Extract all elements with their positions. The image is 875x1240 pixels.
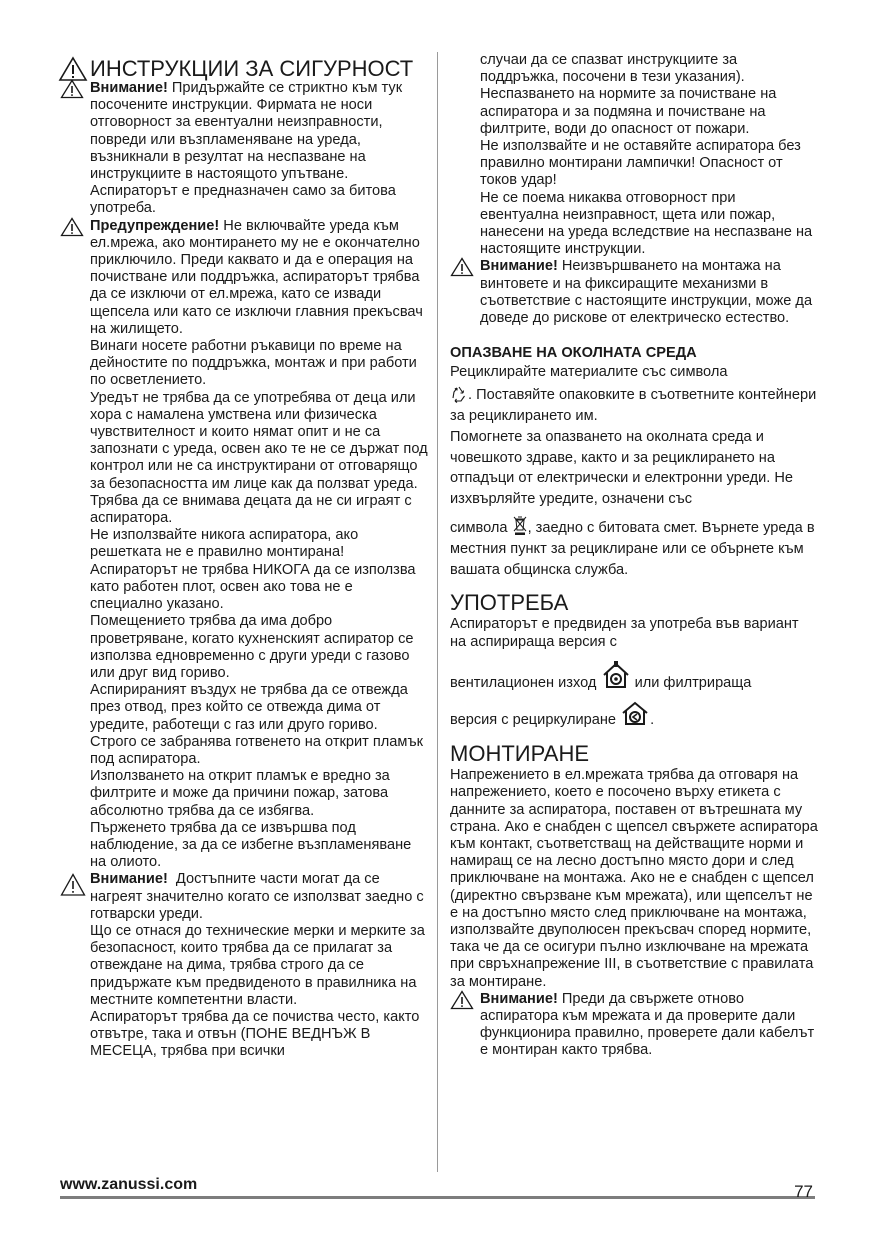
paragraph [450, 661, 818, 692]
paragraph-text: или филтрираща [634, 674, 752, 691]
paragraph [450, 385, 818, 427]
warning-icon [450, 257, 474, 277]
paragraph-text: символа [450, 520, 508, 537]
section-title: ИНСТРУКЦИИ ЗА СИГУРНОСТ [90, 56, 414, 81]
paragraph: случаи да се спазват инструкциите за поддръжка, посочени в тези указания). [480, 52, 745, 86]
paragraph: Не се поема никаква отговорност при евентуална неизправност, щета или пожар, нанесени на уреда вследствие на неспазване на настоящите инструкции. [480, 189, 813, 258]
warning-icon [60, 217, 84, 237]
footer-rule [60, 1196, 815, 1199]
warning-label: Внимание! [480, 258, 558, 275]
warning-text: Достъпните части могат да се нагреят значително когато се използват заедно с готварски уреди. [90, 871, 424, 922]
paragraph: Аспираторът е предвиден за употреба във вариант на аспирираща версия с [450, 616, 799, 650]
paragraph: Не използвайте никога аспиратора, ако решетката не е правилно монтирана! [90, 527, 359, 561]
mounting-section [450, 741, 818, 1059]
page-number: 77 [794, 1182, 813, 1201]
paragraph: Винаги носете работни ръкавици по време на дейностите по поддръжка, монтаж и при работи по осветлението. [90, 338, 417, 389]
right-column [450, 52, 818, 1060]
warning-icon [60, 873, 86, 897]
paragraph: Аспираторът трябва да се почиства често, както отвътре, така и отвън (ПОНЕ ВЕДНЪЖ В МЕСЕЦА, трябва при всички [90, 1008, 420, 1060]
paragraph: Рециклирайте материалите със символа [450, 364, 728, 381]
paragraph-text: . [650, 712, 655, 729]
paragraph: Неспазването на нормите за почистване на аспиратора и за подмяна и почистване на филтрите, води до опасност от пожари. [480, 86, 777, 137]
paragraph: Уредът не трябва да се употребява от деца или хора с намалена умствена или физическа чувствителност и които нямат опит и не са запознати с уреда, освен ако те не се държат под контрол или не са инструктирани от отговарящо за безопасността им лице как да ползват уреда. Трябва да се внимава децата да не си играят с аспиратора. [90, 389, 428, 527]
warning-label: Внимание! [90, 80, 168, 96]
left-column [60, 48, 428, 1061]
warning-block [60, 80, 428, 218]
warning-label: Предупреждение! [90, 217, 220, 234]
ventilation-outlet-icon [601, 661, 631, 689]
recirculation-icon [620, 700, 650, 726]
paragraph: Напрежението в ел.мрежата трябва да отговаря на напрежението, което е посочено върху етикета с данните за аспиратора, поставен от вътрешната му страна. Ако е снабден с щепсел свържете аспиратора към контакт, съответстващ на действащите норми и намиращ се на лесно достъпно място дори и след приключване на монтажа. Ако не е снабден с щепсел (директно свързване към мрежата), или щепселът не е на достъпно място след приключване на монтажа, използвайте двуполюсен прекъсвач според нормите, така че да се осигури пълно изключване на мрежата при свръхнапрежение III, в съответствие с правилата за монтиране. [450, 767, 818, 990]
paragraph-text: . Поставяйте опаковките в съответните контейнери за рециклирането им. [450, 387, 817, 425]
warning-block [450, 258, 818, 327]
warning-block [60, 218, 428, 338]
section-title: МОНТИРАНЕ [450, 741, 590, 767]
website-url: www.zanussi.com [60, 1176, 198, 1193]
warning-icon [60, 79, 84, 99]
crossed-bin-icon [512, 514, 528, 536]
paragraph-text: , заедно с битовата смет. Върнете уреда в местния пункт за рециклиране или се обърнете към вашата общинска служба. [450, 520, 815, 578]
paragraph: Използването на открит пламък е вредно за филтрите и може да причини пожар, затова абсолютно трябва да се избягва. [90, 768, 390, 819]
paragraph-text: вентилационен изход [450, 674, 597, 691]
paragraph: Аспираторът не трябва НИКОГА да се използва като работен плот, освен ако това не е специално указано. [90, 561, 416, 613]
paragraph: Пърженето трябва да се извършва под наблюдение, за да се избегне възпламеняване на олиото. [90, 819, 412, 871]
paragraph: Що се отнася до технические мерки и мерките за безопасност, които трябва да се прилагат за отвеждане на дима, трябва строго да се придържате към предвиденото в правилника на местните компетентни власти. [90, 922, 425, 1008]
paragraph: Аспирираният въздух не трябва да се отвежда през отвод, през който се отвежда дима от уредите, работещи с газ или друго гориво. [90, 682, 408, 733]
paragraph [450, 700, 818, 729]
paragraph: Не използвайте и не оставяйте аспиратора без правилно монтирани лампички! Опасност от токов удар! [480, 138, 801, 189]
usage-section [450, 590, 818, 729]
paragraph-text: версия с рециркулиране [450, 712, 617, 729]
paragraph [450, 514, 818, 580]
paragraph: Помещението трябва да има добро проветряване, когато кухненският аспиратор се използва едновременно с други уреди с газово или друг вид гориво. [90, 613, 414, 681]
column-divider [437, 52, 438, 1172]
warning-block [60, 871, 428, 923]
paragraph: Помогнете за опазването на околната среда и човешкото здраве, както и за рециклирането на отпадъци от електрически и електронни уреди. Не изхвърляйте уредите, означени със [450, 428, 794, 508]
warning-text: Не включвайте уреда към ел.мрежа, ако монтирането му не е окончателно приключило. Преди каквато и да е операция на почистване или поддръжка, аспираторът трябва да се изключи от ел.мрежа, като се извади щепсела или като се изключи главния прекъсвач на жилището. [90, 217, 423, 337]
paragraph: Строго се забранява готвенето на открит пламък под аспиратора. [90, 733, 423, 767]
warning-icon [450, 990, 474, 1010]
warning-label: Внимание! [90, 871, 168, 888]
section-title: УПОТРЕБА [450, 590, 569, 616]
environment-section [450, 345, 818, 580]
safety-heading [58, 56, 428, 82]
warning-label: Внимание! [480, 990, 558, 1007]
warning-text: Придържайте се стриктно към тук посочените инструкции. Фирмата не носи отговорност за евентуални неизправности, повреди или възпламеняване на уреда, възникнали в резултат на неспазване на инструкциите в настоящото упътване. Аспираторът е предназначен само за битова употреба. [90, 80, 403, 217]
warning-text: Преди да свържете отново аспиратора към мрежата и да проверите дали функционира правилно, проверете дали кабелът е монтиран както трябва. [480, 990, 815, 1059]
warning-text: Неизвършването на монтажа на винтовете и на фиксиращите механизми в съответствие с настоящите инструкции, може да доведе до рискове от електрическо естество. [480, 258, 813, 327]
warning-block [450, 991, 818, 1060]
recycle-icon [450, 385, 468, 403]
section-title: ОПАЗВАНЕ НА ОКОЛНАТА СРЕДА [450, 345, 697, 362]
